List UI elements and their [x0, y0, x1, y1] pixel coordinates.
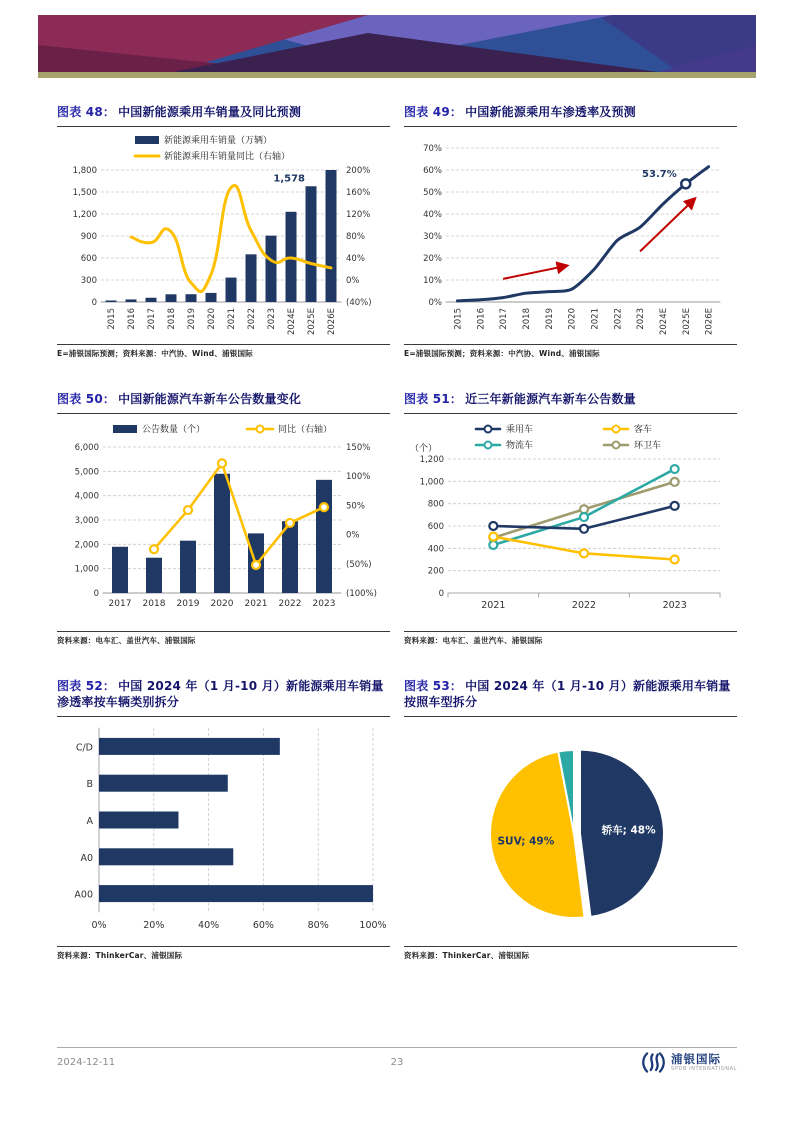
svg-text:2017: 2017: [499, 307, 510, 330]
svg-text:200: 200: [427, 566, 444, 577]
svg-text:2018: 2018: [142, 598, 166, 609]
svg-text:SUV; 49%: SUV; 49%: [497, 835, 555, 848]
svg-text:0%: 0%: [91, 920, 107, 932]
figure-53: [404, 678, 737, 962]
figure-48-title: [57, 104, 390, 127]
svg-text:新能源乘用车销量（万辆）: 新能源乘用车销量（万辆）: [164, 135, 273, 146]
figure-50-label: 图表 50：: [57, 391, 116, 406]
svg-text:1,578: 1,578: [273, 173, 305, 185]
figure-53-source: 资料来源：ThinkerCar、浦银国际: [404, 946, 737, 961]
figure-53-title-text: 中国 2024 年（1 月-10 月）新能源乘用车销量按照车型拆分: [404, 678, 731, 710]
svg-text:1,500: 1,500: [72, 187, 97, 198]
svg-text:100%: 100%: [346, 471, 371, 482]
svg-text:2025E: 2025E: [681, 307, 692, 335]
figure-52-title: [57, 678, 390, 718]
svg-text:70%: 70%: [423, 143, 442, 154]
figure-48: [57, 104, 390, 359]
svg-text:2015: 2015: [453, 307, 464, 330]
svg-text:40%: 40%: [346, 253, 365, 264]
svg-text:2023: 2023: [267, 307, 277, 330]
svg-text:客车: 客车: [634, 424, 653, 435]
svg-text:0: 0: [438, 588, 444, 599]
banner-graphic: [38, 15, 756, 78]
svg-text:1,200: 1,200: [72, 209, 97, 220]
spdb-logo: [640, 1052, 737, 1073]
chart-50-canvas: [57, 417, 389, 629]
svg-text:60%: 60%: [252, 920, 274, 932]
svg-text:2019: 2019: [544, 307, 555, 330]
svg-text:80%: 80%: [346, 231, 365, 242]
logo-english-name: SPDB INTERNATIONAL: [671, 1065, 737, 1072]
svg-text:2020: 2020: [210, 598, 234, 609]
svg-text:2019: 2019: [176, 598, 200, 609]
svg-text:物流车: 物流车: [506, 440, 534, 451]
figure-51-title: [404, 391, 737, 414]
svg-text:2025E: 2025E: [307, 307, 317, 335]
svg-text:4,000: 4,000: [74, 491, 99, 502]
figure-49-title-text: 中国新能源乘用车渗透率及预测: [465, 105, 636, 119]
svg-text:150%: 150%: [346, 442, 371, 453]
svg-text:40%: 40%: [423, 209, 442, 220]
svg-text:A0: A0: [80, 852, 93, 864]
svg-text:2015: 2015: [107, 307, 117, 330]
figure-49-source: E=浦银国际预测；资料来源：中汽协、Wind、浦银国际: [404, 344, 737, 359]
figure-49-label: 图表 49：: [404, 105, 463, 119]
svg-text:2021: 2021: [590, 307, 601, 330]
svg-text:2017: 2017: [147, 307, 157, 330]
svg-text:600: 600: [427, 521, 444, 532]
svg-text:2019: 2019: [187, 307, 197, 330]
svg-text:1,000: 1,000: [74, 564, 99, 575]
svg-text:2017: 2017: [108, 598, 132, 609]
svg-text:50%: 50%: [346, 500, 365, 511]
svg-text:2018: 2018: [521, 307, 532, 330]
spdb-logo-text: [671, 1053, 737, 1072]
svg-text:2026E: 2026E: [704, 307, 715, 335]
svg-text:新能源乘用车销量同比（右轴）: 新能源乘用车销量同比（右轴）: [164, 151, 291, 162]
svg-text:6,000: 6,000: [74, 442, 99, 453]
svg-text:0%: 0%: [346, 275, 360, 286]
svg-text:(40%): (40%): [346, 297, 372, 308]
figure-48-title-text: 中国新能源乘用车销量及同比预测: [118, 105, 302, 119]
figure-50: [57, 391, 390, 646]
figure-50-source: 资料来源：电车汇、盖世汽车、浦银国际: [57, 631, 390, 646]
chart-53-canvas: [404, 720, 736, 944]
chart-51-canvas: [404, 417, 736, 629]
svg-text:2023: 2023: [636, 307, 647, 330]
chart-52-canvas: [57, 720, 389, 944]
svg-text:2022: 2022: [571, 599, 597, 611]
svg-text:C/D: C/D: [75, 742, 93, 754]
svg-text:2023: 2023: [312, 598, 336, 609]
svg-text:（个）: （个）: [410, 443, 438, 454]
figure-48-source: E=浦银国际预测；资料来源：中汽协、Wind、浦银国际: [57, 344, 390, 359]
figure-49: [404, 104, 737, 359]
figure-52-label: 图表 52：: [57, 678, 116, 693]
svg-text:300: 300: [80, 275, 97, 286]
svg-text:公告数量（个）: 公告数量（个）: [142, 424, 206, 435]
svg-text:10%: 10%: [423, 275, 442, 286]
report-body: [57, 104, 737, 961]
svg-text:轿车; 48%: 轿车; 48%: [601, 824, 656, 837]
svg-text:同比（右轴）: 同比（右轴）: [278, 424, 333, 435]
figure-50-title: [57, 391, 390, 414]
svg-text:2024E: 2024E: [658, 307, 669, 335]
svg-text:2016: 2016: [127, 307, 137, 330]
svg-text:160%: 160%: [346, 187, 371, 198]
figure-49-title: [404, 104, 737, 127]
svg-text:53.7%: 53.7%: [642, 168, 677, 180]
svg-text:2016: 2016: [476, 307, 487, 330]
svg-text:2021: 2021: [227, 307, 237, 330]
figure-52-source: 资料来源：ThinkerCar、浦银国际: [57, 946, 390, 961]
figure-51-title-text: 近三年新能源汽车新车公告数量: [465, 391, 636, 406]
svg-text:100%: 100%: [359, 920, 387, 932]
svg-text:80%: 80%: [307, 920, 329, 932]
svg-text:A00: A00: [74, 889, 93, 901]
spdb-logo-icon: [640, 1052, 667, 1073]
svg-text:环卫车: 环卫车: [634, 440, 662, 451]
figure-50-title-text: 中国新能源汽车新车公告数量变化: [118, 391, 302, 406]
svg-text:3,000: 3,000: [74, 515, 99, 526]
svg-text:2021: 2021: [244, 598, 268, 609]
figure-51-source: 资料来源：电车汇、盖世汽车、浦银国际: [404, 631, 737, 646]
figure-52-title-text: 中国 2024 年（1 月-10 月）新能源乘用车销量渗透率按车辆类别拆分: [57, 678, 384, 710]
page-footer: [57, 1047, 737, 1072]
svg-text:(100%): (100%): [346, 588, 377, 599]
chart-49-canvas: [404, 130, 736, 342]
svg-text:40%: 40%: [198, 920, 220, 932]
svg-text:400: 400: [427, 543, 444, 554]
svg-text:20%: 20%: [423, 253, 442, 264]
svg-text:2023: 2023: [662, 599, 687, 611]
svg-text:2020: 2020: [207, 307, 217, 330]
svg-text:1,800: 1,800: [72, 165, 97, 176]
svg-text:200%: 200%: [346, 165, 371, 176]
svg-text:2026E: 2026E: [327, 307, 337, 335]
svg-text:30%: 30%: [423, 231, 442, 242]
chart-48-canvas: [57, 130, 389, 342]
svg-text:0: 0: [93, 588, 99, 599]
svg-text:0%: 0%: [346, 530, 360, 541]
page-number: 23: [390, 1057, 404, 1068]
svg-text:600: 600: [80, 253, 97, 264]
svg-text:0%: 0%: [428, 297, 442, 308]
report-date: 2024-12-11: [57, 1057, 116, 1068]
svg-text:(50%): (50%): [346, 559, 372, 570]
svg-text:60%: 60%: [423, 165, 442, 176]
svg-text:1,000: 1,000: [419, 476, 444, 487]
svg-text:2021: 2021: [481, 599, 506, 611]
figure-52: [57, 678, 390, 962]
svg-text:120%: 120%: [346, 209, 371, 220]
svg-text:2,000: 2,000: [74, 539, 99, 550]
svg-text:50%: 50%: [423, 187, 442, 198]
svg-text:0: 0: [91, 297, 97, 308]
header-banner: [38, 15, 756, 82]
svg-text:A: A: [86, 816, 93, 828]
svg-text:5,000: 5,000: [74, 466, 99, 477]
svg-text:2024E: 2024E: [287, 307, 297, 335]
svg-text:乘用车: 乘用车: [506, 424, 534, 435]
figure-48-label: 图表 48：: [57, 105, 116, 119]
svg-text:2022: 2022: [613, 307, 624, 330]
logo-chinese-name: 浦银国际: [671, 1052, 722, 1067]
svg-text:2022: 2022: [278, 598, 302, 609]
figure-51-label: 图表 51：: [404, 391, 463, 406]
svg-text:20%: 20%: [143, 920, 165, 932]
figure-53-label: 图表 53：: [404, 678, 463, 693]
svg-text:B: B: [86, 779, 93, 791]
svg-text:2020: 2020: [567, 307, 578, 330]
svg-text:2022: 2022: [247, 307, 257, 330]
svg-text:2018: 2018: [167, 307, 177, 330]
svg-text:900: 900: [80, 231, 97, 242]
figure-51: [404, 391, 737, 646]
svg-text:800: 800: [427, 499, 444, 510]
svg-text:1,200: 1,200: [419, 454, 444, 465]
figure-53-title: [404, 678, 737, 718]
